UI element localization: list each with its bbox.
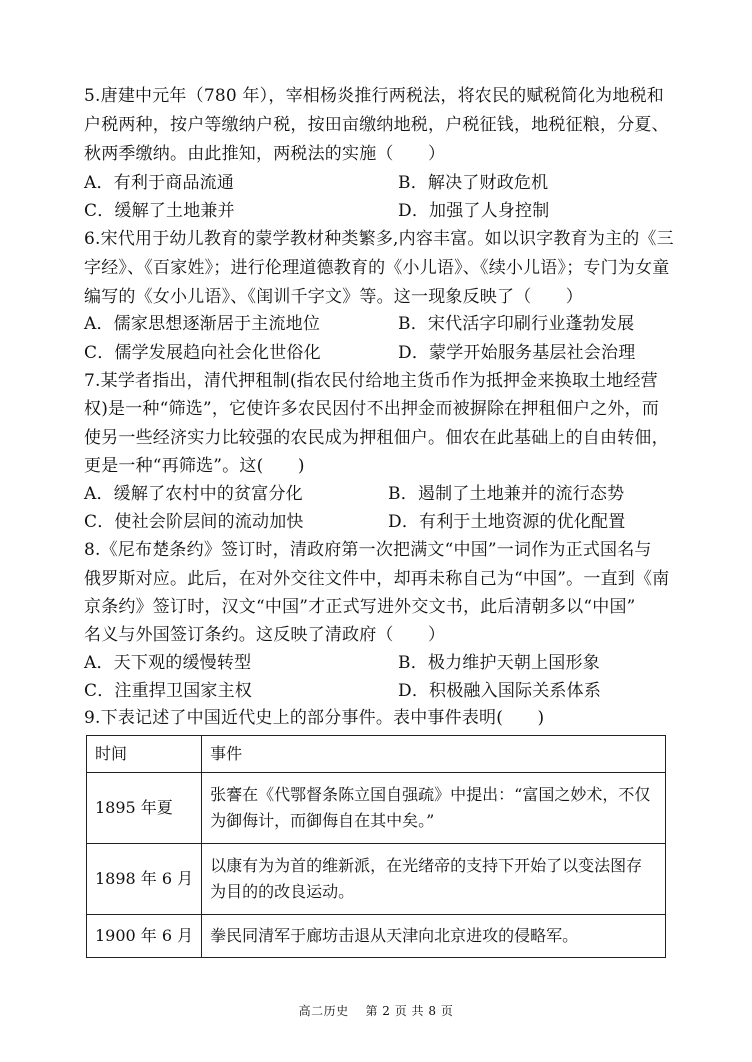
table-cell-time: 1898 年 6 月 (87, 844, 202, 915)
q7-option-d[interactable]: D．有利于土地资源的优化配置 (388, 512, 626, 532)
q6-line-3: 编写的《女小儿语》、《闺训千字文》等。这一现象反映了（ ） (84, 287, 583, 307)
table-header-row (87, 736, 666, 773)
q5-line-1: 5.唐建中元年（780 年），宰相杨炎推行两税法，将农民的赋税简化为地税和 (84, 86, 664, 106)
q6-line-2: 字经》、《百家姓》；进行伦理道德教育的《小儿语》、《续小儿语》；专门为女童 (84, 258, 670, 278)
q8-option-d[interactable]: D．积极融入国际关系体系 (398, 681, 602, 701)
q8-option-b[interactable]: B．极力维护天朝上国形象 (398, 653, 600, 673)
table-row (87, 773, 666, 844)
q7-option-b[interactable]: B．遏制了土地兼并的流行态势 (388, 484, 625, 504)
q7-line-3: 使另一些经济实力比较强的农民成为押租佃户。佃农在此基础上的自由转佃， (84, 428, 669, 448)
q6-line-1: 6.宋代用于幼儿教育的蒙学教材种类繁多,内容丰富。如以识字教育为主的《三 (84, 229, 674, 249)
page-footer: 高二历史 第 2 页 共 8 页 (298, 1004, 454, 1018)
q7-line-4: 更是一种“再筛选”。这( ) (84, 456, 305, 476)
table-row (87, 915, 666, 958)
table-cell-event: 以康有为为首的维新派，在光绪帝的支持下开始了以变法图存为目的的改良运动。 (202, 844, 666, 915)
table-row (87, 844, 666, 915)
q8-line-2: 俄罗斯对应。此后，在对外交往文件中，却再未称自己为“中国”。一直到《南 (84, 569, 670, 589)
table-cell-event: 张謇在《代鄂督条陈立国自强疏》中提出：“富国之妙术，不仅为御侮计，而御侮自在其中矣。” (202, 773, 666, 844)
q7-line-1: 7.某学者指出，清代押租制(指农民付给地主货币作为抵押金来换取土地经营 (84, 371, 658, 391)
table-header-event: 事件 (202, 736, 666, 773)
q8-option-a[interactable]: A．天下观的缓慢转型 (84, 653, 252, 673)
q5-option-d[interactable]: D．加强了人身控制 (398, 201, 550, 221)
table-cell-time: 1900 年 6 月 (87, 915, 202, 958)
q7-line-2: 权)是一种“筛选”，它使许多农民因付不出押金而被摒除在押租佃户之外，而 (84, 399, 660, 419)
q5-line-2: 户税两种，按户等缴纳户税，按田亩缴纳地税，户税征钱，地税征粮，分夏、 (84, 115, 669, 135)
events-table (86, 735, 666, 958)
q6-option-a[interactable]: A．儒家思想逐渐居于主流地位 (84, 314, 321, 334)
q5-option-b[interactable]: B．解决了财政危机 (398, 173, 549, 193)
table-header-time: 时间 (87, 736, 202, 773)
q8-option-c[interactable]: C．注重捍卫国家主权 (84, 681, 253, 701)
q7-option-a[interactable]: A．缓解了农村中的贫富分化 (84, 484, 303, 504)
q5-line-3: 秋两季缴纳。由此推知，两税法的实施（ ） (84, 144, 446, 164)
table-cell-time: 1895 年夏 (87, 773, 202, 844)
q5-option-a[interactable]: A．有利于商品流通 (84, 173, 235, 193)
q6-option-d[interactable]: D．蒙学开始服务基层社会治理 (398, 343, 636, 363)
q7-option-c[interactable]: C．使社会阶层间的流动加快 (84, 512, 304, 532)
q5-option-c[interactable]: C．缓解了土地兼并 (84, 201, 235, 221)
table-cell-event: 拳民同清军于廊坊击退从天津向北京进攻的侵略军。 (202, 915, 666, 958)
q9-line-1: 9.下表记述了中国近代史上的部分事件。表中事件表明( ) (84, 708, 545, 728)
q6-option-c[interactable]: C．儒学发展趋向社会化世俗化 (84, 343, 321, 363)
q8-line-4: 名义与外国签订条约。这反映了清政府（ ） (84, 625, 446, 645)
q6-option-b[interactable]: B．宋代活字印刷行业蓬勃发展 (398, 314, 635, 334)
q8-line-3: 京条约》签订时，汉文“中国”才正式写进外交文书，此后清朝多以“中国” (84, 597, 636, 617)
q8-line-1: 8.《尼布楚条约》签订时，清政府第一次把满文“中国”一词作为正式国名与 (84, 540, 652, 560)
